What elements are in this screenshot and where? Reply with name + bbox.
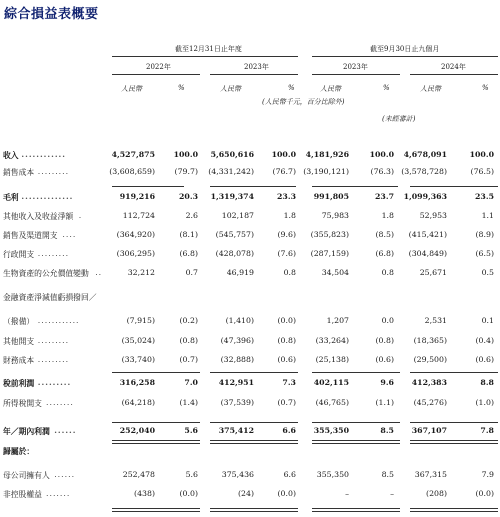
amount-cell: 402,115	[313, 378, 349, 387]
table-row	[0, 230, 500, 246]
amount-cell: –	[345, 489, 349, 498]
percent-cell: (8.9)	[475, 230, 494, 239]
percent-label-4: %	[482, 84, 489, 92]
percent-label-1: %	[178, 84, 185, 92]
amount-cell: (415,421)	[408, 230, 447, 239]
unit-note: (人民幣千元，百分比除外)	[262, 98, 345, 106]
amount-cell: 252,040	[119, 426, 155, 435]
year-2023-9m-header: 2023年	[343, 63, 368, 71]
amount-cell: 112,724	[122, 211, 155, 220]
amount-cell: 375,412	[218, 426, 254, 435]
table-row	[0, 192, 500, 208]
amount-cell: 252,478	[122, 470, 155, 479]
amount-cell: (208)	[426, 489, 447, 498]
amount-cell: 52,953	[419, 211, 447, 220]
rule-before-profit-3	[312, 422, 400, 423]
row-label: 其他開支	[3, 337, 35, 346]
double-rule-end-4	[410, 508, 498, 512]
percent-cell: (0.6)	[475, 355, 494, 364]
leader-dots: .........	[37, 167, 70, 176]
percent-cell: (0.4)	[475, 336, 494, 345]
amount-cell: (24)	[237, 489, 254, 498]
table-row	[0, 292, 500, 308]
amount-cell: 25,671	[419, 268, 447, 277]
currency-label-3: 人民幣	[320, 85, 341, 93]
percent-cell: (9.6)	[277, 230, 296, 239]
double-rule-profit-2	[210, 440, 298, 444]
percent-cell: 5.6	[184, 426, 198, 435]
percent-cell: 7.9	[481, 470, 494, 479]
row-label: （撥備）	[3, 317, 35, 326]
row-label: 稅前利潤	[3, 379, 35, 388]
year-rule-2	[210, 74, 298, 75]
percent-cell: 6.6	[282, 426, 296, 435]
percent-cell: (0.7)	[277, 398, 296, 407]
percent-cell: 8.5	[380, 426, 394, 435]
row-label: 毛利	[3, 193, 19, 202]
percent-cell: 7.8	[480, 426, 494, 435]
amount-cell: 4,527,875	[111, 150, 155, 159]
percent-cell: 0.8	[283, 268, 296, 277]
percent-cell: (76.7)	[272, 167, 296, 176]
leader-dots: ........	[46, 398, 74, 407]
leader-dots: ..............	[21, 192, 74, 201]
percent-label-3: %	[383, 84, 390, 92]
percent-cell: 0.8	[381, 268, 394, 277]
amount-cell: 316,258	[119, 378, 155, 387]
rule-before-pretax-3	[312, 372, 400, 373]
percent-cell: 0.7	[185, 268, 198, 277]
table-row	[0, 446, 500, 462]
amount-cell: 1,319,374	[210, 192, 254, 201]
amount-cell: 102,187	[221, 211, 254, 220]
percent-cell: 7.3	[282, 378, 296, 387]
amount-cell: 1,207	[326, 316, 349, 325]
amount-cell: (4,331,242)	[208, 167, 254, 176]
amount-cell: 991,805	[313, 192, 349, 201]
percent-cell: (0.0)	[277, 489, 296, 498]
amount-cell: (1,410)	[225, 316, 254, 325]
year-2023-header: 2023年	[244, 63, 269, 71]
amount-cell: 2,531	[424, 316, 447, 325]
percent-cell: (6.8)	[375, 249, 394, 258]
row-label: 銷售成本	[3, 168, 35, 177]
amount-cell: (364,920)	[116, 230, 155, 239]
row-label: 其他收入及收益淨額	[3, 212, 74, 221]
amount-cell: (3,578,728)	[401, 167, 447, 176]
unaudited-note: (未經審計)	[382, 115, 416, 123]
group2-rule	[312, 56, 498, 57]
percent-cell: 23.5	[475, 192, 494, 201]
period-header-nine-months: 截至9月30日止九個月	[370, 45, 440, 53]
table-row	[0, 268, 500, 284]
percent-cell: 100.0	[271, 150, 296, 159]
rule-before-gross-4	[410, 186, 498, 187]
rule-before-pretax-1	[112, 372, 200, 373]
leader-dots: ......	[54, 470, 76, 479]
amount-cell: (18,365)	[413, 336, 447, 345]
percent-cell: 0.1	[481, 316, 494, 325]
amount-cell: (3,190,121)	[303, 167, 349, 176]
double-rule-profit-4	[410, 440, 498, 444]
leader-dots: ..	[95, 268, 103, 277]
amount-cell: (47,396)	[220, 336, 254, 345]
amount-cell: 4,181,926	[305, 150, 349, 159]
amount-cell: (45,276)	[413, 398, 447, 407]
percent-cell: 20.3	[179, 192, 198, 201]
double-rule-end-2	[210, 508, 298, 512]
currency-label-1: 人民幣	[121, 85, 142, 93]
row-label: 所得稅開支	[3, 399, 42, 408]
leader-dots: .........	[37, 249, 70, 258]
amount-cell: (32,888)	[220, 355, 254, 364]
percent-cell: 100.0	[369, 150, 394, 159]
percent-cell: 2.6	[185, 211, 198, 220]
amount-cell: (304,849)	[408, 249, 447, 258]
amount-cell: 75,983	[321, 211, 349, 220]
amount-cell: (306,295)	[116, 249, 155, 258]
percent-cell: (6.8)	[179, 249, 198, 258]
row-label: 非控股權益	[3, 490, 42, 499]
percent-cell: (1.1)	[375, 398, 394, 407]
double-rule-profit-3	[312, 440, 400, 444]
row-label: 銷售及渠道開支	[3, 231, 58, 240]
leader-dots: ............	[21, 150, 66, 159]
table-row	[0, 470, 500, 486]
percent-cell: 9.6	[380, 378, 394, 387]
rule-before-profit-4	[410, 422, 498, 423]
amount-cell: (35,024)	[121, 336, 155, 345]
rule-before-gross-2	[210, 186, 296, 187]
percent-cell: (1.0)	[475, 398, 494, 407]
amount-cell: 367,107	[411, 426, 447, 435]
row-label: 年／期內利潤	[3, 427, 50, 436]
table-row	[0, 150, 500, 166]
table-row	[0, 249, 500, 265]
amount-cell: 355,350	[313, 426, 349, 435]
year-rule-3	[312, 74, 400, 75]
amount-cell: (33,740)	[121, 355, 155, 364]
row-label: 收入	[3, 151, 19, 160]
rule-before-gross-1	[112, 186, 184, 187]
percent-cell: (1.4)	[179, 398, 198, 407]
rule-before-pretax-2	[210, 372, 298, 373]
currency-label-2: 人民幣	[220, 85, 241, 93]
amount-cell: (428,078)	[215, 249, 254, 258]
amount-cell: 46,919	[226, 268, 254, 277]
percent-cell: (0.0)	[277, 316, 296, 325]
percent-cell: 1.8	[283, 211, 296, 220]
amount-cell: 355,350	[316, 470, 349, 479]
amount-cell: (25,138)	[315, 355, 349, 364]
row-label: 母公司擁有人	[3, 471, 50, 480]
group1-rule	[112, 56, 298, 57]
table-row	[0, 316, 500, 332]
period-header-years: 截至12月31日止年度	[175, 45, 242, 53]
percent-cell: (0.8)	[179, 336, 198, 345]
amount-cell: (46,765)	[315, 398, 349, 407]
amount-cell: 1,099,363	[403, 192, 447, 201]
amount-cell: 375,436	[221, 470, 254, 479]
row-label: 金融資產淨減值虧損撥回／	[3, 293, 97, 302]
percent-cell: 0.0	[381, 316, 394, 325]
amount-cell: (545,757)	[215, 230, 254, 239]
amount-cell: (355,823)	[310, 230, 349, 239]
percent-cell: (76.3)	[370, 167, 394, 176]
percent-cell: (0.0)	[179, 489, 198, 498]
percent-cell: (0.6)	[277, 355, 296, 364]
percent-cell: –	[390, 489, 394, 498]
leader-dots: .........	[37, 336, 70, 345]
amount-cell: (7,915)	[126, 316, 155, 325]
percent-cell: (8.5)	[375, 230, 394, 239]
amount-cell: (3,608,659)	[109, 167, 155, 176]
amount-cell: 34,504	[321, 268, 349, 277]
leader-dots: .........	[37, 355, 70, 364]
table-row	[0, 211, 500, 227]
percent-cell: 23.7	[375, 192, 394, 201]
year-2022-header: 2022年	[146, 63, 171, 71]
percent-cell: 7.0	[184, 378, 198, 387]
percent-cell: (0.7)	[179, 355, 198, 364]
amount-cell: 32,212	[127, 268, 155, 277]
percent-cell: 0.5	[481, 268, 494, 277]
amount-cell: 412,951	[218, 378, 254, 387]
leader-dots: ............	[37, 316, 80, 325]
table-row	[0, 378, 500, 394]
row-label: 生物資產的公允價值變動	[3, 269, 89, 278]
amount-cell: 5,650,616	[210, 150, 254, 159]
page-title: 綜合損益表概要	[4, 7, 99, 22]
percent-cell: 100.0	[173, 150, 198, 159]
amount-cell: (37,539)	[220, 398, 254, 407]
percent-cell: 6.6	[283, 470, 296, 479]
percent-cell: 100.0	[469, 150, 494, 159]
year-rule-1	[112, 74, 200, 75]
percent-cell: (8.1)	[179, 230, 198, 239]
percent-label-2: %	[288, 84, 295, 92]
percent-cell: (0.6)	[375, 355, 394, 364]
rule-before-pretax-4	[410, 372, 498, 373]
percent-cell: (7.6)	[277, 249, 296, 258]
percent-cell: (76.5)	[470, 167, 494, 176]
percent-cell: (0.0)	[475, 489, 494, 498]
percent-cell: 8.5	[381, 470, 394, 479]
rule-before-profit-1	[112, 422, 200, 423]
rule-before-gross-3	[312, 186, 398, 187]
table-row	[0, 336, 500, 352]
table-row	[0, 355, 500, 371]
leader-dots: .	[78, 211, 83, 220]
row-label: 歸屬於：	[3, 447, 35, 456]
year-rule-4	[410, 74, 498, 75]
year-2024-9m-header: 2024年	[441, 63, 466, 71]
percent-cell: (6.5)	[475, 249, 494, 258]
amount-cell: 4,678,091	[403, 150, 447, 159]
percent-cell: (0.8)	[375, 336, 394, 345]
row-label: 行政開支	[3, 250, 35, 259]
leader-dots: .........	[37, 378, 72, 387]
percent-cell: 5.6	[185, 470, 198, 479]
amount-cell: 367,315	[414, 470, 447, 479]
amount-cell: 919,216	[119, 192, 155, 201]
leader-dots: ......	[54, 426, 77, 435]
double-rule-profit-1	[112, 440, 200, 444]
percent-cell: 1.1	[481, 211, 494, 220]
percent-cell: (79.7)	[174, 167, 198, 176]
row-label: 財務成本	[3, 356, 35, 365]
rule-before-profit-2	[210, 422, 298, 423]
percent-cell: (0.8)	[277, 336, 296, 345]
leader-dots: ....	[62, 230, 77, 239]
percent-cell: (0.2)	[179, 316, 198, 325]
amount-cell: (33,264)	[315, 336, 349, 345]
amount-cell: (29,500)	[413, 355, 447, 364]
currency-label-4: 人民幣	[420, 85, 441, 93]
table-row	[0, 167, 500, 183]
double-rule-end-1	[112, 508, 200, 512]
percent-cell: 8.8	[480, 378, 494, 387]
leader-dots: .......	[46, 489, 71, 498]
amount-cell: 412,383	[411, 378, 447, 387]
percent-cell: 23.3	[277, 192, 296, 201]
amount-cell: (438)	[134, 489, 155, 498]
amount-cell: (287,159)	[310, 249, 349, 258]
amount-cell: (64,218)	[121, 398, 155, 407]
percent-cell: 1.8	[381, 211, 394, 220]
table-row	[0, 398, 500, 414]
table-row	[0, 489, 500, 505]
double-rule-end-3	[312, 508, 400, 512]
